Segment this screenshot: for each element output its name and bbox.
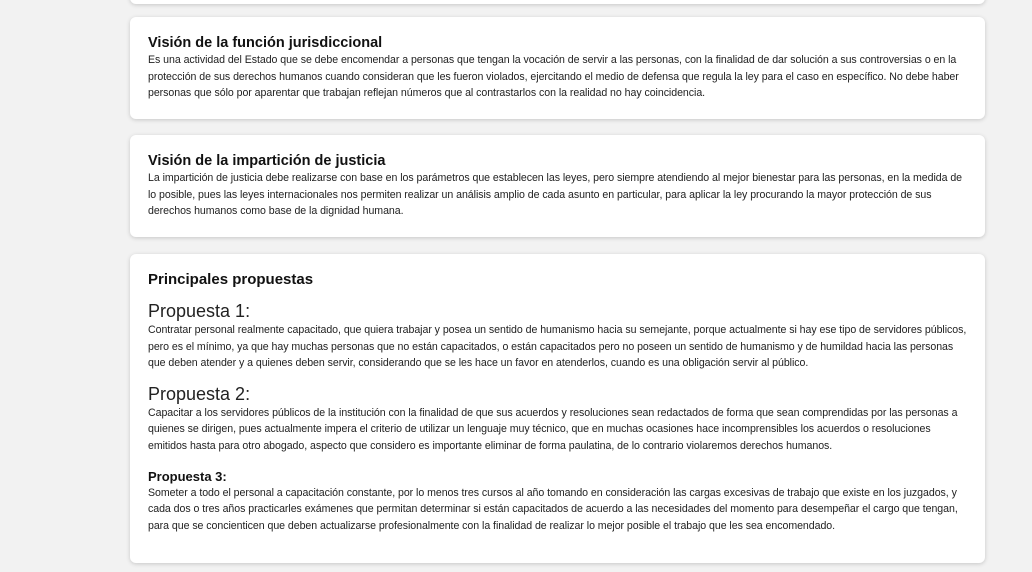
previous-card [130,0,985,4]
proposal-text: Capacitar a los servidores públicos de la institución con la finalidad de que sus acuerdos y resoluciones sean redactados de forma que sean comprendidas por las personas a quienes se dirigen, pues actualmente impera el criterio de utilizar un lenguaje muy técnico, que en muchas ocasiones hace incomprensibles los acuerdos o resoluciones emitidos hasta para otro abogado, aspecto que considero es importante eliminar de forma paulatina, de lo contrario violaremos derechos humanos. [148,406,958,452]
proposal-text: Contratar personal realmente capacitado, que quiera trabajar y posea un sentido de humanismo hacia su semejante, porque actualmente si hay ese tipo de servidores públicos, pero es el mínimo, ya que hay muchas personas que no están capacitados, o están capacitados pero no poseen un sentido de humanismo y de humildad hacia las personas que deben atender y a quienes deben servir, considerando que se les hace un favor en atenderlos, cuando es una obligación servir al público. [148,324,967,370]
section-title: Visión de la impartición de justicia [148,153,386,169]
proposals-title: Principales propuestas [148,271,314,288]
proposal-3 [148,469,967,535]
proposal-heading: Propuesta 1: [148,301,251,321]
proposal-text: Someter a todo el personal a capacitación constante, por lo menos tres cursos al año tomando en consideración las cargas excesivas de trabajo que existe en los juzgados, y cada dos o tres años practicarles exámenes que permitan determinar si están capacitados de acuerdo a las necesidades del momento para desempeñar el cargo que tengan, para que se concienticen que deben actualizarse profesionalmente con la finalidad de realizar lo mejor posible el trabajo que les sea encomendado. [148,486,958,532]
card-vision-imparticion-justicia [130,135,985,237]
proposal-1 [148,300,967,372]
section-text: La impartición de justicia debe realizarse con base en los parámetros que establecen las leyes, pero siempre atendiendo al mejor bienestar para las personas, en la medida de lo posible, pues las leyes internacionales nos permiten realizar un análisis amplio de cada asunto en particular, para aplicar la ley procurando la mayor protección de sus derechos humanos como base de la dignidad humana. [148,172,963,218]
section-text: Es una actividad del Estado que se debe encomendar a personas que tengan la vocación de servir a las personas, con la finalidad de dar solución a sus controversias o en la protección de sus derechos humanos cuando consideran que les fueron violados, ejercitando el medio de defensa que regula la ley para el caso en específico. No debe haber personas que sólo por aparentar que trabajan reflejan números que al contrastarlos con la realidad no hay coincidencia. [148,54,959,100]
section-title: Visión de la función jurisdiccional [148,35,383,51]
proposal-2 [148,383,967,455]
proposal-heading: Propuesta 2: [148,383,251,404]
card-vision-funcion-jurisdiccional [130,17,985,119]
proposal-heading: Propuesta 3: [148,468,227,484]
card-principales-propuestas [130,254,985,563]
